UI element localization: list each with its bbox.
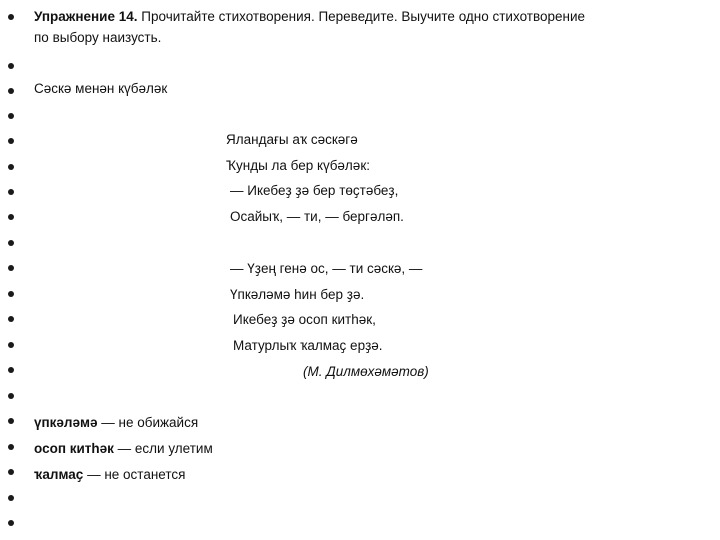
glossary-translation: — не обижайся	[97, 415, 199, 430]
poem-line: Ҡунды ла бер күбәләк:	[226, 158, 370, 173]
bullet-marker	[8, 214, 14, 220]
glossary-term: осоп китһәк	[34, 441, 114, 456]
glossary-translation: — не останется	[83, 467, 186, 482]
bullet-marker	[8, 444, 14, 450]
poem-author: (М. Дилмөхәмәтов)	[303, 364, 429, 379]
bullet-marker	[8, 342, 14, 348]
poem-line: Үпкәләмә һин бер ҙә.	[230, 287, 365, 302]
poem-line: Матурлыҡ ҡалмаҫ ерҙә.	[233, 338, 383, 353]
poem-title: Сәскә менән күбәләк	[34, 81, 168, 96]
glossary-entry	[34, 440, 213, 458]
glossary-translation: — если улетим	[113, 441, 213, 456]
bullet-marker	[8, 316, 14, 322]
bullet-marker	[8, 164, 14, 170]
bullet-marker	[8, 113, 14, 119]
bullet-marker	[8, 265, 14, 271]
bullet-marker	[8, 520, 14, 526]
bullet-marker	[8, 240, 14, 246]
poem-line: Осайыҡ, — ти, — бергәләп.	[230, 209, 404, 224]
glossary-term: үпкәләмә	[34, 415, 98, 430]
bullet-marker	[8, 418, 14, 424]
bullet-marker	[8, 469, 14, 475]
exercise-title: Упражнение 14.	[34, 9, 138, 24]
glossary-entry	[34, 414, 198, 432]
bullet-marker	[8, 88, 14, 94]
exercise-instruction	[34, 8, 585, 26]
bullet-marker	[8, 393, 14, 399]
poem-line: Яландағы аҡ сәскәгә	[226, 132, 358, 147]
glossary-entry	[34, 466, 185, 484]
bullet-marker	[8, 189, 14, 195]
poem-line: — Икебеҙ ҙә бер төҫтәбеҙ,	[230, 183, 399, 198]
poem-line: Икебеҙ ҙә осоп китһәк,	[233, 312, 376, 327]
bullet-marker	[8, 14, 14, 20]
bullet-marker	[8, 495, 14, 501]
bullet-marker	[8, 291, 14, 297]
instruction-text: Прочитайте стихотворения. Переведите. Выучите одно стихотворение	[137, 9, 586, 24]
instruction-text-continued: по выбору наизусть.	[34, 30, 162, 45]
bullet-marker	[8, 63, 14, 69]
bullet-marker	[8, 367, 14, 373]
glossary-term: ҡалмаҫ	[34, 467, 84, 482]
poem-line: — Үҙең генә ос, — ти сәскә, —	[230, 261, 423, 276]
bullet-marker	[8, 138, 14, 144]
